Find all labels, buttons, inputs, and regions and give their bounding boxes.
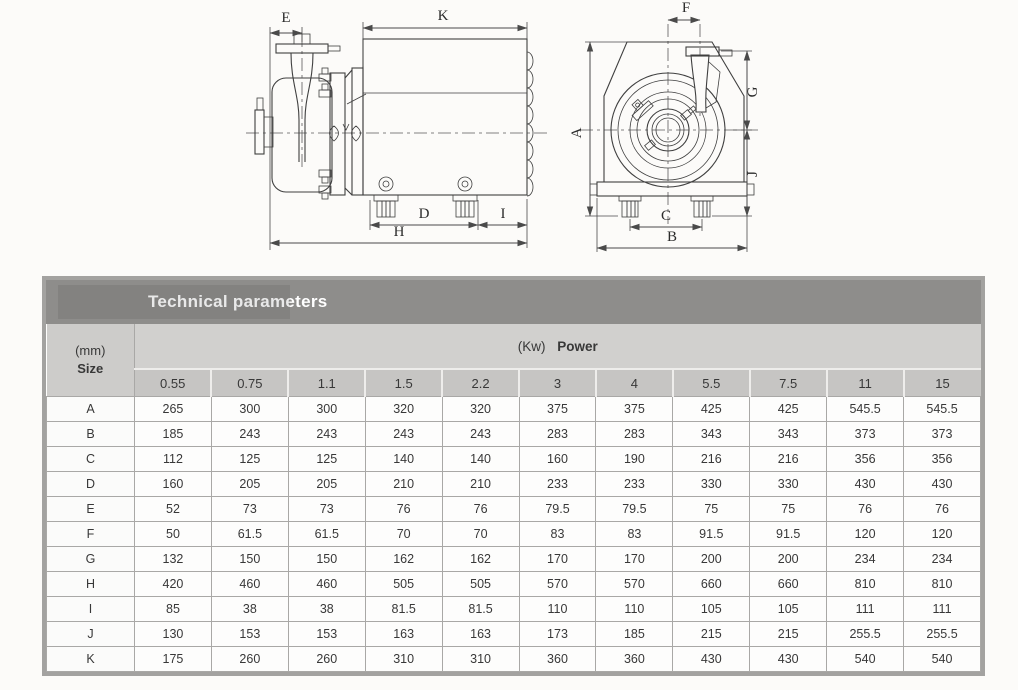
table-cell: 215 xyxy=(673,622,750,647)
table-cell: 76 xyxy=(442,497,519,522)
power-col-header: 4 xyxy=(596,369,673,397)
table-cell: 38 xyxy=(211,597,288,622)
table-cell: 170 xyxy=(519,547,596,572)
row-label: G xyxy=(47,547,135,572)
table-cell: 52 xyxy=(135,497,212,522)
dim-label-G: G xyxy=(745,86,761,98)
table-cell: 360 xyxy=(519,647,596,672)
table-cell: 360 xyxy=(596,647,673,672)
table-cell: 91.5 xyxy=(750,522,827,547)
power-col-header: 0.55 xyxy=(135,369,212,397)
power-col-header: 11 xyxy=(827,369,904,397)
table-cell: 175 xyxy=(135,647,212,672)
table-cell: 216 xyxy=(750,447,827,472)
row-label: E xyxy=(47,497,135,522)
table-cell: 570 xyxy=(519,572,596,597)
row-label: C xyxy=(47,447,135,472)
table-cell: 83 xyxy=(519,522,596,547)
table-cell: 310 xyxy=(442,647,519,672)
table-cell: 111 xyxy=(904,597,981,622)
row-label: D xyxy=(47,472,135,497)
table-cell: 163 xyxy=(365,622,442,647)
table-cell: 81.5 xyxy=(365,597,442,622)
unit-label: (mm) xyxy=(75,343,106,359)
power-col-header: 2.2 xyxy=(442,369,519,397)
table-row xyxy=(47,447,981,472)
table-cell: 234 xyxy=(827,547,904,572)
table-cell: 320 xyxy=(442,397,519,422)
table-row xyxy=(47,647,981,672)
dim-label-A: A xyxy=(569,127,585,139)
table-cell: 356 xyxy=(904,447,981,472)
table-cell: 430 xyxy=(673,647,750,672)
table-cell: 73 xyxy=(211,497,288,522)
row-label: H xyxy=(47,572,135,597)
table-cell: 38 xyxy=(288,597,365,622)
table-cell: 210 xyxy=(365,472,442,497)
table-cell: 79.5 xyxy=(519,497,596,522)
table-cell: 260 xyxy=(288,647,365,672)
table-cell: 375 xyxy=(519,397,596,422)
table-cell: 125 xyxy=(288,447,365,472)
table-cell: 200 xyxy=(750,547,827,572)
table-cell: 300 xyxy=(211,397,288,422)
tri-clamp-icon xyxy=(645,105,697,151)
table-cell: 300 xyxy=(288,397,365,422)
title-bar-shade xyxy=(58,285,290,319)
table-row xyxy=(47,597,981,622)
table-cell: 810 xyxy=(904,572,981,597)
table-cell: 330 xyxy=(673,472,750,497)
table-cell: 216 xyxy=(673,447,750,472)
table-cell: 205 xyxy=(288,472,365,497)
table-cell: 373 xyxy=(904,422,981,447)
table-cell: 150 xyxy=(211,547,288,572)
technical-parameters-panel xyxy=(42,276,985,676)
dim-label-K: K xyxy=(437,8,449,24)
table-cell: 373 xyxy=(827,422,904,447)
table-row xyxy=(47,472,981,497)
table-title: Technical parameters xyxy=(148,292,328,311)
table-cell: 185 xyxy=(135,422,212,447)
table-cell: 505 xyxy=(442,572,519,597)
dim-label-C: C xyxy=(660,208,672,224)
table-cell: 76 xyxy=(365,497,442,522)
table-cell: 330 xyxy=(750,472,827,497)
table-cell: 160 xyxy=(519,447,596,472)
table-cell: 140 xyxy=(365,447,442,472)
power-unit-label: (Kw) xyxy=(517,338,546,354)
table-cell: 153 xyxy=(211,622,288,647)
parameters-body xyxy=(47,397,981,672)
table-cell: 570 xyxy=(596,572,673,597)
table-cell: 430 xyxy=(904,472,981,497)
table-cell: 185 xyxy=(596,622,673,647)
table-cell: 243 xyxy=(211,422,288,447)
table-cell: 110 xyxy=(519,597,596,622)
table-cell: 112 xyxy=(135,447,212,472)
table-cell: 79.5 xyxy=(596,497,673,522)
table-cell: 320 xyxy=(365,397,442,422)
power-col-headers-row xyxy=(47,369,981,397)
table-cell: 283 xyxy=(519,422,596,447)
pump-side-view xyxy=(246,8,548,250)
table-cell: 233 xyxy=(519,472,596,497)
table-cell: 540 xyxy=(827,647,904,672)
table-cell: 343 xyxy=(750,422,827,447)
power-col-header: 15 xyxy=(904,369,981,397)
power-header xyxy=(135,324,981,369)
table-cell: 205 xyxy=(211,472,288,497)
table-cell: 120 xyxy=(827,522,904,547)
table-cell: 170 xyxy=(596,547,673,572)
table-cell: 153 xyxy=(288,622,365,647)
table-cell: 125 xyxy=(211,447,288,472)
table-row xyxy=(47,422,981,447)
table-cell: 430 xyxy=(750,647,827,672)
power-col-header: 3 xyxy=(519,369,596,397)
table-cell: 75 xyxy=(673,497,750,522)
pump-front-view xyxy=(569,0,761,252)
row-label: I xyxy=(47,597,135,622)
table-cell: 73 xyxy=(288,497,365,522)
table-row xyxy=(47,397,981,422)
table-cell: 243 xyxy=(288,422,365,447)
table-cell: 50 xyxy=(135,522,212,547)
table-cell: 255.5 xyxy=(904,622,981,647)
table-cell: 105 xyxy=(673,597,750,622)
table-cell: 460 xyxy=(288,572,365,597)
table-cell: 81.5 xyxy=(442,597,519,622)
dim-label-I: I xyxy=(500,206,506,222)
power-header-row xyxy=(47,324,981,369)
table-cell: 545.5 xyxy=(827,397,904,422)
table-cell: 70 xyxy=(365,522,442,547)
table-cell: 70 xyxy=(442,522,519,547)
table-row xyxy=(47,622,981,647)
table-cell: 283 xyxy=(596,422,673,447)
table-cell: 61.5 xyxy=(288,522,365,547)
table-cell: 162 xyxy=(365,547,442,572)
parameters-table xyxy=(46,324,981,672)
table-cell: 190 xyxy=(596,447,673,472)
table-cell: 460 xyxy=(211,572,288,597)
table-cell: 105 xyxy=(750,597,827,622)
table-cell: 810 xyxy=(827,572,904,597)
power-col-header: 0.75 xyxy=(211,369,288,397)
size-label: Size xyxy=(77,361,104,376)
table-cell: 132 xyxy=(135,547,212,572)
table-cell: 83 xyxy=(596,522,673,547)
table-cell: 425 xyxy=(673,397,750,422)
table-row xyxy=(47,572,981,597)
dim-label-F: F xyxy=(681,0,691,16)
dim-label-B: B xyxy=(666,229,678,245)
table-cell: 76 xyxy=(904,497,981,522)
dim-label-J: J xyxy=(745,171,761,177)
row-label: K xyxy=(47,647,135,672)
dim-label-H: H xyxy=(393,224,405,240)
table-cell: 356 xyxy=(827,447,904,472)
dim-label-E: E xyxy=(281,10,291,26)
table-cell: 210 xyxy=(442,472,519,497)
row-label: B xyxy=(47,422,135,447)
power-col-header: 1.5 xyxy=(365,369,442,397)
table-row xyxy=(47,547,981,572)
table-cell: 265 xyxy=(135,397,212,422)
table-cell: 420 xyxy=(135,572,212,597)
table-row xyxy=(47,497,981,522)
power-label: Power xyxy=(557,338,598,354)
table-cell: 243 xyxy=(365,422,442,447)
pump-dimension-drawing xyxy=(0,0,1018,270)
table-cell: 200 xyxy=(673,547,750,572)
table-cell: 76 xyxy=(827,497,904,522)
table-cell: 260 xyxy=(211,647,288,672)
table-cell: 660 xyxy=(673,572,750,597)
table-cell: 310 xyxy=(365,647,442,672)
table-cell: 140 xyxy=(442,447,519,472)
table-cell: 173 xyxy=(519,622,596,647)
power-col-header: 1.1 xyxy=(288,369,365,397)
row-label: A xyxy=(47,397,135,422)
table-cell: 233 xyxy=(596,472,673,497)
table-cell: 540 xyxy=(904,647,981,672)
table-cell: 234 xyxy=(904,547,981,572)
dim-label-D: D xyxy=(418,206,430,222)
table-cell: 162 xyxy=(442,547,519,572)
table-cell: 425 xyxy=(750,397,827,422)
table-cell: 255.5 xyxy=(827,622,904,647)
table-cell: 91.5 xyxy=(673,522,750,547)
table-cell: 505 xyxy=(365,572,442,597)
table-cell: 120 xyxy=(904,522,981,547)
row-label: J xyxy=(47,622,135,647)
table-cell: 243 xyxy=(442,422,519,447)
table-cell: 160 xyxy=(135,472,212,497)
power-col-header: 5.5 xyxy=(673,369,750,397)
table-cell: 430 xyxy=(827,472,904,497)
table-cell: 61.5 xyxy=(211,522,288,547)
power-col-header: 7.5 xyxy=(750,369,827,397)
table-cell: 215 xyxy=(750,622,827,647)
table-cell: 130 xyxy=(135,622,212,647)
table-row xyxy=(47,522,981,547)
table-cell: 75 xyxy=(750,497,827,522)
table-cell: 660 xyxy=(750,572,827,597)
table-cell: 545.5 xyxy=(904,397,981,422)
table-cell: 110 xyxy=(596,597,673,622)
size-unit-header xyxy=(47,324,135,397)
table-cell: 111 xyxy=(827,597,904,622)
row-label: F xyxy=(47,522,135,547)
table-cell: 163 xyxy=(442,622,519,647)
table-cell: 375 xyxy=(596,397,673,422)
table-cell: 85 xyxy=(135,597,212,622)
table-title-bar xyxy=(46,280,981,324)
table-cell: 343 xyxy=(673,422,750,447)
table-cell: 150 xyxy=(288,547,365,572)
